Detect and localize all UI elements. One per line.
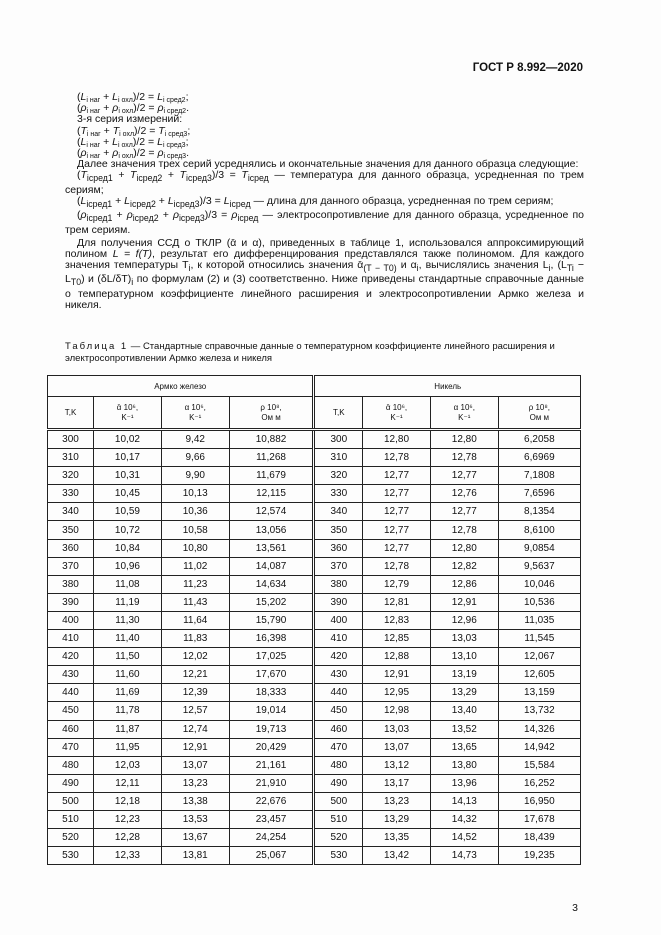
table-cell: 12,77 bbox=[363, 539, 431, 557]
table-cell: 400 bbox=[48, 611, 94, 629]
table-cell: 10,31 bbox=[94, 467, 162, 485]
table-cell: 460 bbox=[48, 720, 94, 738]
table-cell: 13,96 bbox=[430, 774, 498, 792]
table-cell: 12,95 bbox=[363, 684, 431, 702]
table-cell: 13,65 bbox=[430, 738, 498, 756]
average-formulas bbox=[65, 169, 585, 236]
table-cell: 530 bbox=[314, 847, 363, 865]
table-cell: 12,81 bbox=[363, 593, 431, 611]
table-row bbox=[48, 792, 581, 810]
table-cell: 11,87 bbox=[94, 720, 162, 738]
table-cell: 14,32 bbox=[430, 810, 498, 828]
table-cell: 18,333 bbox=[229, 684, 314, 702]
table-cell: 440 bbox=[314, 684, 363, 702]
table-cell: 13,03 bbox=[430, 630, 498, 648]
table-cell: 320 bbox=[48, 467, 94, 485]
table-cell: 11,78 bbox=[94, 702, 162, 720]
table-cell: 12,23 bbox=[94, 810, 162, 828]
table-cell: 310 bbox=[48, 449, 94, 467]
table-cell: 300 bbox=[314, 430, 363, 449]
table-cell: 14,634 bbox=[229, 575, 314, 593]
table-cell: 14,087 bbox=[229, 557, 314, 575]
table-cell: 12,77 bbox=[430, 467, 498, 485]
document-id-header: ГОСТ Р 8.992—2020 bbox=[472, 62, 583, 74]
table-cell: 12,78 bbox=[430, 449, 498, 467]
table-row bbox=[48, 648, 581, 666]
table-cell: 13,80 bbox=[430, 756, 498, 774]
table-cell: 430 bbox=[314, 666, 363, 684]
table-cell: 380 bbox=[314, 575, 363, 593]
table-cell: 11,08 bbox=[94, 575, 162, 593]
formula-line: $(L_{i наг} + L_{i охл})/2 = L_{i сред3}$; bbox=[77, 135, 189, 149]
table-cell: 10,45 bbox=[94, 485, 162, 503]
table-cell: 13,67 bbox=[161, 829, 229, 847]
paragraph-average-intro: Далее значения трех серий усреднялись и окончательные значения для данного образца следующие: bbox=[77, 158, 579, 171]
table-row bbox=[48, 756, 581, 774]
table-row bbox=[48, 449, 581, 467]
series-3-label: 3-я серия измерений: bbox=[77, 113, 183, 126]
table-cell: 390 bbox=[314, 593, 363, 611]
table-cell: 24,254 bbox=[229, 829, 314, 847]
column-header: T,K bbox=[314, 397, 363, 430]
table-row bbox=[48, 503, 581, 521]
table-cell: 360 bbox=[48, 539, 94, 557]
table-cell: 6,2058 bbox=[498, 430, 580, 449]
table-cell: 480 bbox=[48, 756, 94, 774]
table-row bbox=[48, 485, 581, 503]
table-cell: 12,76 bbox=[430, 485, 498, 503]
table-cell: 6,6969 bbox=[498, 449, 580, 467]
table-cell: 13,12 bbox=[363, 756, 431, 774]
table-cell: 410 bbox=[314, 630, 363, 648]
table-cell: 450 bbox=[48, 702, 94, 720]
formula-line: $(\rho_{i наг} + \rho_{i охл})/2 = \rho_{i сред2}$. bbox=[77, 102, 190, 116]
table-cell: 17,025 bbox=[229, 648, 314, 666]
table-cell: 15,790 bbox=[229, 611, 314, 629]
table-cell: 340 bbox=[314, 503, 363, 521]
paragraph-method: Для получения ССД о ТКЛР (ᾱ и α), приведенных в таблице 1, использовался аппроксимирующий полином L = f(T), результат его дифференцирования представлялся также полиномом. Для каждого значения температуры $T_i$, к которой относились значения ᾱ$_{(T - T0)}$ и $\alpha_i$, вычислялись значения $L_i$, $(L_{Ti} - L_{T0})$ и $(\delta L/\delta T)_i$ по формулам (2) и (3) соответственно. Ниже приведены стандартные справочные данные о температурном коэффициенте линейного расширения и электросопротивлении Армко железа и никеля. bbox=[65, 236, 584, 311]
table-cell: 10,17 bbox=[94, 449, 162, 467]
group-header-nickel: Никель bbox=[314, 376, 581, 397]
column-header: T,K bbox=[48, 397, 94, 430]
column-header: ρ 10⁸, Ом м bbox=[498, 397, 580, 430]
table-cell: 510 bbox=[314, 810, 363, 828]
table-row bbox=[48, 774, 581, 792]
table-cell: 480 bbox=[314, 756, 363, 774]
column-header: α 10⁶, K⁻¹ bbox=[161, 397, 229, 430]
table-row bbox=[48, 829, 581, 847]
table-cell: 15,202 bbox=[229, 593, 314, 611]
table-cell: 13,159 bbox=[498, 684, 580, 702]
table-cell: 360 bbox=[314, 539, 363, 557]
table-caption-text: — Стандартные справочные данные о температурном коэффициенте линейного расширения и электросопротивлении Армко железа и никеля bbox=[65, 341, 555, 364]
table-cell: 22,676 bbox=[229, 792, 314, 810]
table-cell: 11,60 bbox=[94, 666, 162, 684]
table-cell: 12,78 bbox=[363, 449, 431, 467]
table-cell: 12,85 bbox=[363, 630, 431, 648]
formulas-series-2 bbox=[77, 92, 584, 114]
table-cell: 14,942 bbox=[498, 738, 580, 756]
table-cell: 12,77 bbox=[430, 503, 498, 521]
average-formula: $(\rho_{iсред1} + \rho_{iсред2} + \rho_{iсред3})/3 = \rho_{iсред}$ — электросопротивление для данного образца, усредненное по трем сериям. bbox=[65, 209, 584, 236]
formulas-series-3 bbox=[77, 126, 584, 160]
table-cell: 13,07 bbox=[161, 756, 229, 774]
table-row bbox=[48, 467, 581, 485]
body-text bbox=[65, 91, 585, 311]
table-cell: 490 bbox=[48, 774, 94, 792]
table-cell: 12,91 bbox=[161, 738, 229, 756]
table-cell: 12,98 bbox=[363, 702, 431, 720]
table-cell: 11,268 bbox=[229, 449, 314, 467]
table-cell: 13,42 bbox=[363, 847, 431, 865]
table-row bbox=[48, 847, 581, 865]
table-cell: 13,23 bbox=[161, 774, 229, 792]
table-row bbox=[48, 575, 581, 593]
table-cell: 12,77 bbox=[363, 485, 431, 503]
table-cell: 12,57 bbox=[161, 702, 229, 720]
table-cell: 13,03 bbox=[363, 720, 431, 738]
table-row bbox=[48, 630, 581, 648]
table-cell: 19,235 bbox=[498, 847, 580, 865]
reference-data-table bbox=[47, 375, 581, 865]
table-cell: 13,38 bbox=[161, 792, 229, 810]
table-cell: 430 bbox=[48, 666, 94, 684]
table-cell: 10,96 bbox=[94, 557, 162, 575]
table-cell: 12,78 bbox=[363, 557, 431, 575]
table-cell: 340 bbox=[48, 503, 94, 521]
table-row bbox=[48, 611, 581, 629]
table-cell: 13,81 bbox=[161, 847, 229, 865]
table-cell: 12,21 bbox=[161, 666, 229, 684]
table-cell: 23,457 bbox=[229, 810, 314, 828]
table-cell: 10,80 bbox=[161, 539, 229, 557]
average-formula: $(L_{iсред1} + L_{iсред2} + L_{iсред3})/3 = L_{iсред}$ — длина для данного образца, усредненная по трем сериям; bbox=[77, 194, 554, 210]
table-cell: 13,07 bbox=[363, 738, 431, 756]
table-cell: 16,398 bbox=[229, 630, 314, 648]
table-caption bbox=[65, 341, 585, 365]
table-cell: 11,035 bbox=[498, 611, 580, 629]
table-cell: 12,574 bbox=[229, 503, 314, 521]
table-cell: 13,23 bbox=[363, 792, 431, 810]
table-cell: 13,10 bbox=[430, 648, 498, 666]
table-cell: 10,58 bbox=[161, 521, 229, 539]
table-cell: 12,115 bbox=[229, 485, 314, 503]
table-cell: 380 bbox=[48, 575, 94, 593]
column-header: ᾱ 10⁶, K⁻¹ bbox=[94, 397, 162, 430]
table-cell: 13,732 bbox=[498, 702, 580, 720]
table-cell: 11,23 bbox=[161, 575, 229, 593]
table-cell: 14,326 bbox=[498, 720, 580, 738]
table-cell: 9,0854 bbox=[498, 539, 580, 557]
table-cell: 9,66 bbox=[161, 449, 229, 467]
column-header: ᾱ 10⁶, K⁻¹ bbox=[363, 397, 431, 430]
table-cell: 7,6596 bbox=[498, 485, 580, 503]
table-cell: 10,046 bbox=[498, 575, 580, 593]
table-cell: 13,17 bbox=[363, 774, 431, 792]
table-cell: 12,78 bbox=[430, 521, 498, 539]
table-cell: 10,536 bbox=[498, 593, 580, 611]
table-cell: 12,33 bbox=[94, 847, 162, 865]
table-cell: 12,80 bbox=[430, 539, 498, 557]
table-cell: 11,69 bbox=[94, 684, 162, 702]
table-cell: 12,80 bbox=[430, 430, 498, 449]
table-cell: 12,77 bbox=[363, 521, 431, 539]
table-cell: 10,84 bbox=[94, 539, 162, 557]
table-cell: 10,36 bbox=[161, 503, 229, 521]
table-cell: 13,35 bbox=[363, 829, 431, 847]
table-cell: 12,86 bbox=[430, 575, 498, 593]
table-cell: 11,02 bbox=[161, 557, 229, 575]
table-cell: 8,1354 bbox=[498, 503, 580, 521]
table-cell: 470 bbox=[314, 738, 363, 756]
table-cell: 390 bbox=[48, 593, 94, 611]
table-row bbox=[48, 593, 581, 611]
table-cell: 7,1808 bbox=[498, 467, 580, 485]
table-cell: 18,439 bbox=[498, 829, 580, 847]
table-row bbox=[48, 702, 581, 720]
table-cell: 14,73 bbox=[430, 847, 498, 865]
table-cell: 410 bbox=[48, 630, 94, 648]
table-cell: 13,40 bbox=[430, 702, 498, 720]
table-cell: 12,03 bbox=[94, 756, 162, 774]
table-cell: 13,056 bbox=[229, 521, 314, 539]
table-cell: 10,882 bbox=[229, 430, 314, 449]
table-cell: 12,82 bbox=[430, 557, 498, 575]
table-row bbox=[48, 539, 581, 557]
table-cell: 320 bbox=[314, 467, 363, 485]
table-cell: 12,11 bbox=[94, 774, 162, 792]
table-row bbox=[48, 521, 581, 539]
column-header: ρ 10⁸, Ом м bbox=[229, 397, 314, 430]
table-cell: 12,77 bbox=[363, 503, 431, 521]
table-cell: 9,42 bbox=[161, 430, 229, 449]
table-cell: 450 bbox=[314, 702, 363, 720]
formula-line: $(\rho_{i наг} + \rho_{i охл})/2 = \rho_{i сред3}$. bbox=[77, 147, 190, 161]
table-cell: 11,545 bbox=[498, 630, 580, 648]
table-cell: 12,02 bbox=[161, 648, 229, 666]
table-cell: 12,91 bbox=[363, 666, 431, 684]
table-cell: 12,28 bbox=[94, 829, 162, 847]
table-cell: 370 bbox=[314, 557, 363, 575]
table-cell: 350 bbox=[48, 521, 94, 539]
table-cell: 10,59 bbox=[94, 503, 162, 521]
table-cell: 12,74 bbox=[161, 720, 229, 738]
table-cell: 350 bbox=[314, 521, 363, 539]
table-row bbox=[48, 666, 581, 684]
table-cell: 20,429 bbox=[229, 738, 314, 756]
table-cell: 13,52 bbox=[430, 720, 498, 738]
table-cell: 16,252 bbox=[498, 774, 580, 792]
table-cell: 19,713 bbox=[229, 720, 314, 738]
table-cell: 12,77 bbox=[363, 467, 431, 485]
group-header-armco-iron: Армко железо bbox=[48, 376, 314, 397]
table-cell: 13,561 bbox=[229, 539, 314, 557]
table-row bbox=[48, 720, 581, 738]
formula-line: $(L_{i наг} + L_{i охл})/2 = L_{i сред2}$; bbox=[77, 91, 189, 104]
table-cell: 330 bbox=[314, 485, 363, 503]
table-cell: 330 bbox=[48, 485, 94, 503]
table-cell: 530 bbox=[48, 847, 94, 865]
table-cell: 12,91 bbox=[430, 593, 498, 611]
table-cell: 13,29 bbox=[363, 810, 431, 828]
average-formula: $(T_{iсред1} + T_{iсред2} + T_{iсред3})/3 = T_{iсред}$ — температура для данного образца, усредненная по трем сериям; bbox=[65, 169, 585, 196]
table-cell: 420 bbox=[48, 648, 94, 666]
table-row bbox=[48, 684, 581, 702]
table-cell: 21,161 bbox=[229, 756, 314, 774]
table-cell: 19,014 bbox=[229, 702, 314, 720]
table-cell: 25,067 bbox=[229, 847, 314, 865]
table-row bbox=[48, 557, 581, 575]
table-caption-label: Таблица 1 bbox=[65, 341, 129, 352]
page-number: 3 bbox=[572, 902, 578, 914]
table-cell: 17,670 bbox=[229, 666, 314, 684]
table-cell: 13,53 bbox=[161, 810, 229, 828]
table-cell: 11,50 bbox=[94, 648, 162, 666]
column-header: α 10⁶, K⁻¹ bbox=[430, 397, 498, 430]
table-cell: 9,90 bbox=[161, 467, 229, 485]
table-cell: 8,6100 bbox=[498, 521, 580, 539]
table-cell: 10,13 bbox=[161, 485, 229, 503]
table-cell: 300 bbox=[48, 430, 94, 449]
table-cell: 12,79 bbox=[363, 575, 431, 593]
table-cell: 510 bbox=[48, 810, 94, 828]
table-cell: 520 bbox=[314, 829, 363, 847]
table-cell: 12,605 bbox=[498, 666, 580, 684]
table-cell: 500 bbox=[314, 792, 363, 810]
table-cell: 500 bbox=[48, 792, 94, 810]
table-cell: 470 bbox=[48, 738, 94, 756]
table-cell: 520 bbox=[48, 829, 94, 847]
table-cell: 11,679 bbox=[229, 467, 314, 485]
formula-line: $(T_{i наг} + T_{i охл})/2 = T_{i сред3}$; bbox=[77, 124, 191, 138]
table-cell: 12,96 bbox=[430, 611, 498, 629]
table-cell: 9,5637 bbox=[498, 557, 580, 575]
table-cell: 17,678 bbox=[498, 810, 580, 828]
table-cell: 14,52 bbox=[430, 829, 498, 847]
table-cell: 440 bbox=[48, 684, 94, 702]
table-cell: 12,88 bbox=[363, 648, 431, 666]
table-cell: 460 bbox=[314, 720, 363, 738]
table-row bbox=[48, 810, 581, 828]
table-cell: 420 bbox=[314, 648, 363, 666]
table-cell: 12,80 bbox=[363, 430, 431, 449]
table-cell: 11,43 bbox=[161, 593, 229, 611]
table-cell: 12,067 bbox=[498, 648, 580, 666]
table-cell: 11,95 bbox=[94, 738, 162, 756]
table-cell: 15,584 bbox=[498, 756, 580, 774]
table-cell: 11,64 bbox=[161, 611, 229, 629]
table-cell: 400 bbox=[314, 611, 363, 629]
table-cell: 370 bbox=[48, 557, 94, 575]
table-row bbox=[48, 430, 581, 449]
table-cell: 11,83 bbox=[161, 630, 229, 648]
table-cell: 12,18 bbox=[94, 792, 162, 810]
table-cell: 490 bbox=[314, 774, 363, 792]
table-cell: 11,30 bbox=[94, 611, 162, 629]
table-cell: 11,19 bbox=[94, 593, 162, 611]
table-cell: 10,02 bbox=[94, 430, 162, 449]
table-cell: 310 bbox=[314, 449, 363, 467]
table-cell: 12,39 bbox=[161, 684, 229, 702]
table-cell: 11,40 bbox=[94, 630, 162, 648]
table-cell: 13,29 bbox=[430, 684, 498, 702]
table-cell: 13,19 bbox=[430, 666, 498, 684]
table-cell: 21,910 bbox=[229, 774, 314, 792]
table-cell: 14,13 bbox=[430, 792, 498, 810]
table-cell: 16,950 bbox=[498, 792, 580, 810]
table-cell: 12,83 bbox=[363, 611, 431, 629]
table-cell: 10,72 bbox=[94, 521, 162, 539]
table-row bbox=[48, 738, 581, 756]
